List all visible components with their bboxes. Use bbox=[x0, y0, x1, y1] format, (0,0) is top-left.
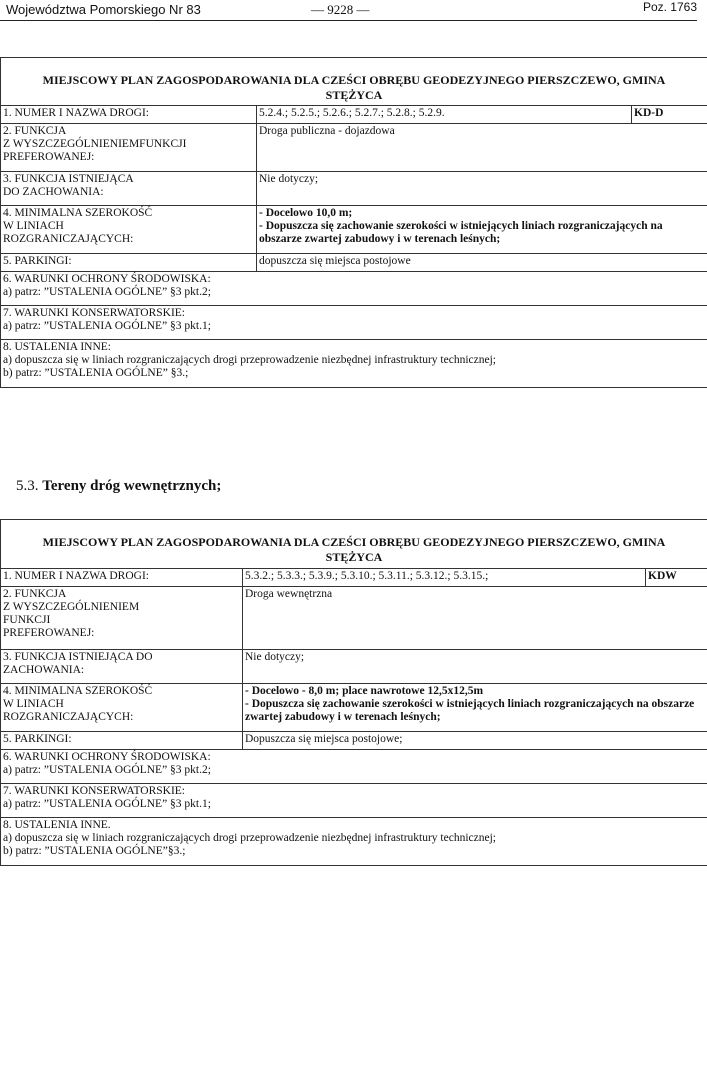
row-label-existing-function: 3. FUNKCJA ISTNIEJĄCA DO ZACHOWANIA: bbox=[1, 172, 257, 206]
conservation-item-a: a) patrz: ”USTALENIA OGÓLNE” §3 pkt.1; bbox=[3, 320, 211, 332]
min-width-value bbox=[243, 684, 707, 732]
other-heading: 8. USTALENIA INNE. bbox=[3, 819, 111, 831]
environment-item-a: a) patrz: ”USTALENIA OGÓLNE” §3 pkt.2; bbox=[3, 286, 211, 298]
min-width-target: - Docelowo 10,0 m; bbox=[259, 207, 353, 219]
parking-value: Dopuszcza się miejsca postojowe; bbox=[243, 732, 707, 750]
environment-conditions bbox=[1, 750, 707, 784]
section-title: Tereny dróg wewnętrznych; bbox=[42, 478, 222, 494]
road-code: KD-D bbox=[632, 106, 707, 124]
road-table-kdw bbox=[0, 519, 707, 866]
journal-title: Województwa Pomorskiego Nr 83 bbox=[6, 2, 201, 17]
min-width-exception: - Dopuszcza się zachowanie szerokości w istniejących liniach rozgraniczających na obszarze zwartej zabudowy i w terenach leśnych; bbox=[259, 220, 663, 245]
row-label-min-width: 4. MINIMALNA SZEROKOŚĆ W LINIACH ROZGRANICZAJĄCYCH: bbox=[1, 684, 243, 732]
min-width-exception: - Dopuszcza się zachowanie szerokości w istniejących liniach rozgraniczających na obszarze zwartej zabudowy i w terenach leśnych; bbox=[245, 698, 695, 723]
road-table-kd-d bbox=[0, 57, 707, 388]
other-provisions bbox=[1, 340, 707, 388]
environment-heading: 6. WARUNKI OCHRONY ŚRODOWISKA: bbox=[3, 273, 211, 285]
other-item-a: a) dopuszcza się w liniach rozgraniczających drogi przeprowadzenie niezbędnej infrastruktury technicznej; bbox=[3, 832, 496, 844]
environment-heading: 6. WARUNKI OCHRONY ŚRODOWISKA: bbox=[3, 751, 211, 763]
row-label-min-width: 4. MINIMALNA SZEROKOŚĆ W LINIACH ROZGRANICZAJĄCYCH: bbox=[1, 206, 257, 254]
row-label-parking: 5. PARKINGI: bbox=[1, 732, 243, 750]
conservation-heading: 7. WARUNKI KONSERWATORSKIE: bbox=[3, 307, 185, 319]
page-number: — 9228 — bbox=[311, 2, 370, 17]
other-item-b: b) patrz: ”USTALENIA OGÓLNE” §3.; bbox=[3, 367, 189, 379]
other-item-a: a) dopuszcza się w liniach rozgraniczających drogi przeprowadzenie niezbędnej infrastruktury technicznej; bbox=[3, 354, 496, 366]
section-number: 5.3. bbox=[16, 478, 39, 494]
conservation-heading: 7. WARUNKI KONSERWATORSKIE: bbox=[3, 785, 185, 797]
row-label-road-number: 1. NUMER I NAZWA DROGI: bbox=[1, 106, 257, 124]
environment-item-a: a) patrz: ”USTALENIA OGÓLNE” §3 pkt.2; bbox=[3, 764, 211, 776]
road-numbers: 5.2.4.; 5.2.5.; 5.2.6.; 5.2.7.; 5.2.8.; 5.2.9. bbox=[257, 106, 632, 124]
row-label-parking: 5. PARKINGI: bbox=[1, 254, 257, 272]
conservation-conditions bbox=[1, 306, 707, 340]
page-header bbox=[0, 0, 697, 21]
other-provisions bbox=[1, 818, 707, 866]
row-label-existing-function: 3. FUNKCJA ISTNIEJĄCA DO ZACHOWANIA: bbox=[1, 650, 243, 684]
section-heading bbox=[16, 478, 221, 495]
row-label-road-number: 1. NUMER I NAZWA DROGI: bbox=[1, 569, 243, 587]
table-title: MIEJSCOWY PLAN ZAGOSPODAROWANIA DLA CZEŚCI OBRĘBU GEODEZYJNEGO PIERSZCZEWO, GMINA STĘŻYCA bbox=[1, 58, 707, 106]
table-title: MIEJSCOWY PLAN ZAGOSPODAROWANIA DLA CZEŚCI OBRĘBU GEODEZYJNEGO PIERSZCZEWO, GMINA STĘŻYCA bbox=[1, 520, 707, 569]
conservation-conditions bbox=[1, 784, 707, 818]
road-code: KDW bbox=[646, 569, 707, 587]
row-label-function: 2. FUNKCJA Z WYSZCZEGÓLNIENIEM FUNKCJI PREFEROWANEJ: bbox=[1, 587, 243, 650]
min-width-target: - Docelowo - 8,0 m; place nawrotowe 12,5x12,5m bbox=[245, 685, 484, 697]
row-label-function: 2. FUNKCJA Z WYSZCZEGÓLNIENIEMFUNKCJI PREFEROWANEJ: bbox=[1, 124, 257, 172]
parking-value: dopuszcza się miejsca postojowe bbox=[257, 254, 707, 272]
function-value: Droga publiczna - dojazdowa bbox=[257, 124, 707, 172]
existing-function-value: Nie dotyczy; bbox=[257, 172, 707, 206]
function-value: Droga wewnętrzna bbox=[243, 587, 707, 650]
position-number: Poz. 1763 bbox=[642, 0, 697, 14]
conservation-item-a: a) patrz: ”USTALENIA OGÓLNE” §3 pkt.1; bbox=[3, 798, 211, 810]
min-width-value bbox=[257, 206, 707, 254]
road-numbers: 5.3.2.; 5.3.3.; 5.3.9.; 5.3.10.; 5.3.11.; 5.3.12.; 5.3.15.; bbox=[243, 569, 646, 587]
other-heading: 8. USTALENIA INNE: bbox=[3, 341, 111, 353]
other-item-b: b) patrz: ”USTALENIA OGÓLNE”§3.; bbox=[3, 845, 186, 857]
existing-function-value: Nie dotyczy; bbox=[243, 650, 707, 684]
environment-conditions bbox=[1, 272, 707, 306]
